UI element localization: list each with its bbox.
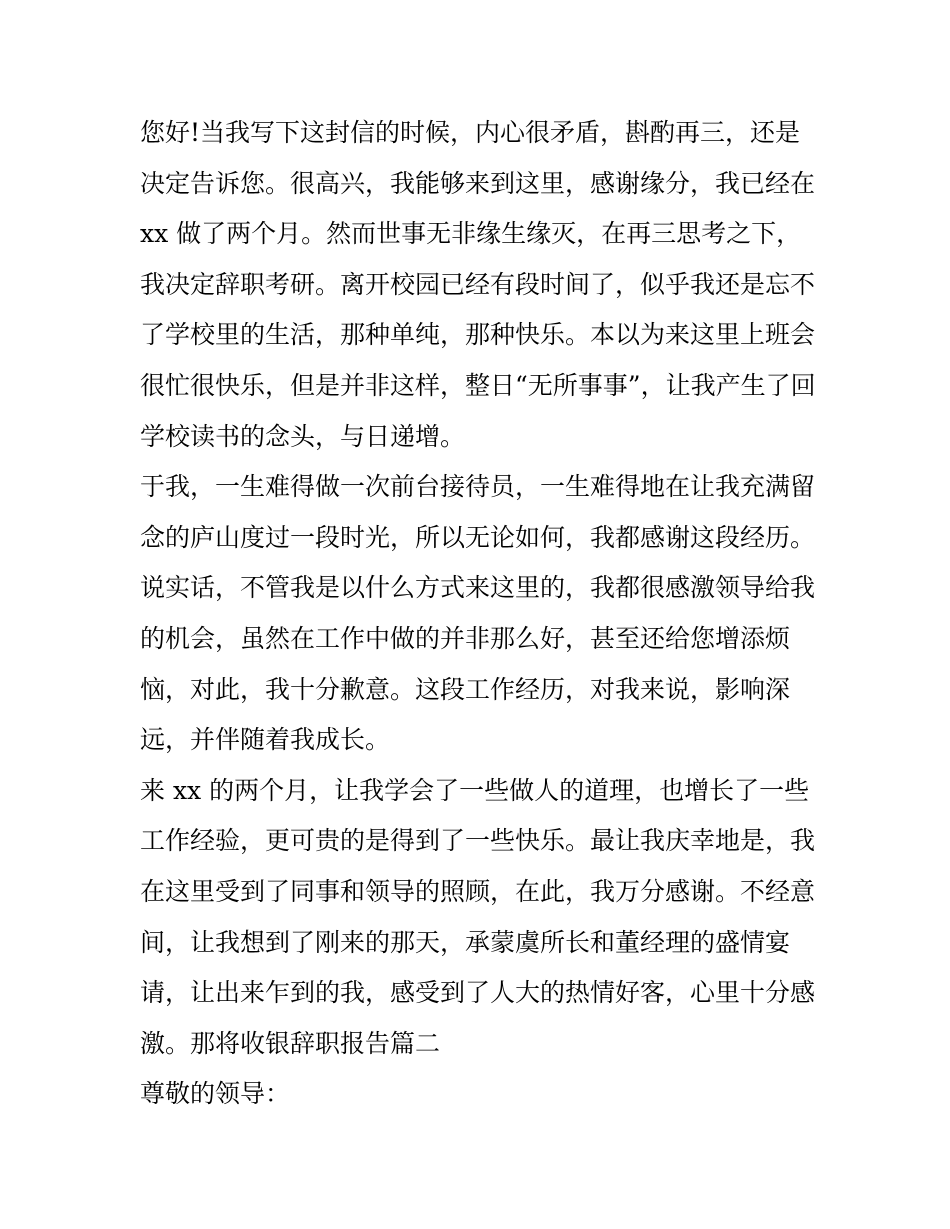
text-line-8: 于我，一生难得做一次前台接待员，一生难得地在让我充满留 — [140, 472, 816, 502]
salutation: 尊敬的领导： — [140, 1079, 291, 1109]
text-line-5: 了学校里的生活，那种单纯，那种快乐。本以为来这里上班会 — [140, 320, 816, 350]
text-line-7: 学校读书的念头，与日递增。 — [140, 421, 466, 451]
text-line-11: 的机会，虽然在工作中做的并非那么好，甚至还给您增添烦 — [140, 623, 791, 653]
text-line-12: 恼，对此，我十分歉意。这段工作经历，对我来说，影响深 — [140, 674, 791, 704]
text-line-1: 您好!当我写下这封信的时候，内心很矛盾，斟酌再三，还是 — [140, 118, 801, 147]
text-line-18: 请，让出来乍到的我，感受到了人大的热情好客，心里十分感 — [140, 978, 816, 1008]
text-line-9: 念的庐山度过一段时光，所以无论如何，我都感谢这段经历。 — [140, 522, 816, 552]
text-line-16: 在这里受到了同事和领导的照顾，在此，我万分感谢。不经意 — [140, 876, 816, 906]
text-line-17: 间，让我想到了刚来的那天，承蒙虞所长和董经理的盛情宴 — [140, 927, 791, 957]
text-line-13: 远，并伴随着我成长。 — [140, 725, 391, 755]
text-line-10: 说实话，不管我是以什么方式来这里的，我都很感激领导给我 — [140, 573, 816, 603]
text-line-15: 工作经验，更可贵的是得到了一些快乐。最让我庆幸地是，我 — [140, 826, 816, 856]
text-line-4: 我决定辞职考研。离开校园已经有段时间了，似乎我还是忘不 — [140, 269, 816, 299]
text-line-2: 决定告诉您。很高兴，我能够来到这里，感谢缘分，我已经在 — [140, 168, 816, 198]
text-line-3: xx 做了两个月。然而世事无非缘生缘灭，在再三思考之下， — [140, 219, 802, 249]
text-line-19: 激。那将收银辞职报告篇二 — [140, 1028, 441, 1058]
text-line-14: 来 xx 的两个月，让我学会了一些做人的道理，也增长了一些 — [140, 775, 810, 805]
text-line-6: 很忙很快乐，但是并非这样，整日“无所事事”，让我产生了回 — [140, 370, 816, 400]
letter-body — [140, 108, 820, 1120]
